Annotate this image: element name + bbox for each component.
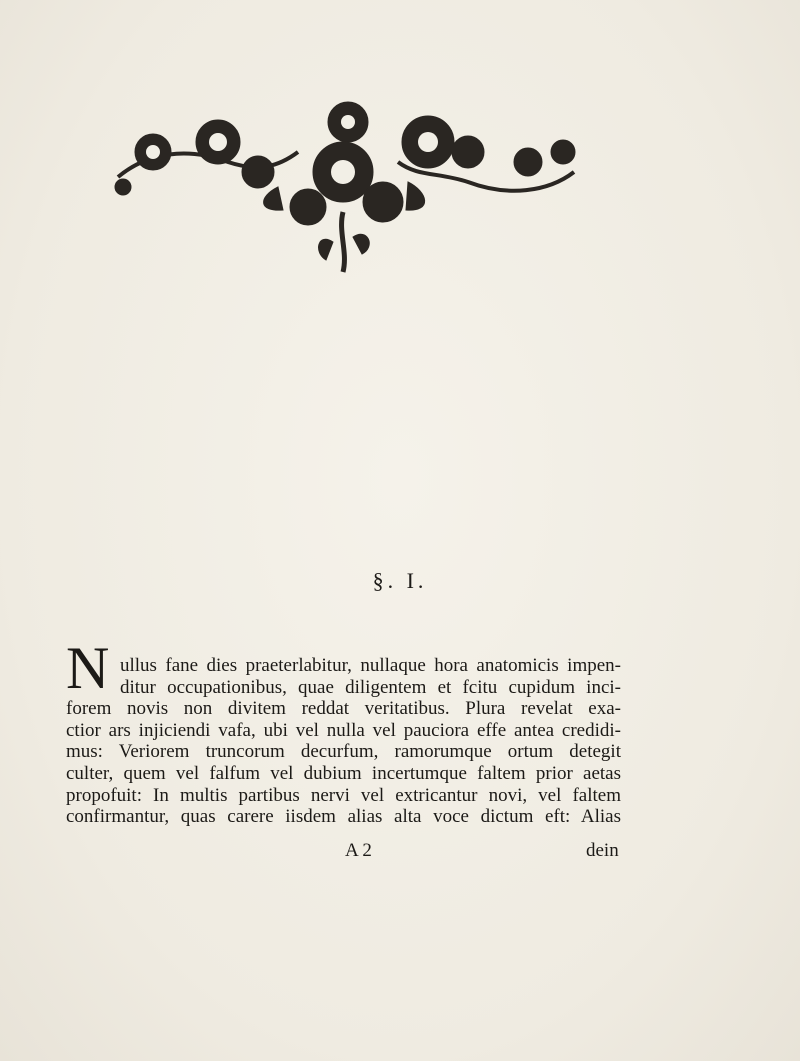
text-line: mus: Veriorem truncorum decurfum, ramorumque ortum detegit	[66, 741, 621, 763]
text-line: ullus fane dies praeterlabitur, nullaque hora anatomicis impen-	[120, 655, 621, 676]
drop-capital: N	[66, 635, 110, 701]
text-line: propofuit: In multis partibus nervi vel extricantur novi, vel faltem	[66, 784, 621, 806]
section-heading: §. I.	[372, 568, 428, 593]
signature-mark: A 2	[345, 840, 372, 861]
body-text	[66, 655, 621, 828]
text-line: ditur occupationibus, quae diligentem et fcitu cupidum inci-	[120, 676, 621, 698]
floral-ornament	[108, 92, 584, 282]
catchword: dein	[586, 840, 619, 861]
text-line: culter, quem vel falfum vel dubium incertumque faltem prior aetas	[66, 762, 621, 784]
text-line: confirmantur, quas carere iisdem alias alta voce dictum eft: Alias	[66, 806, 621, 828]
text-line: forem novis non divitem reddat veritatibus. Plura revelat exa-	[66, 698, 621, 720]
text-line: ctior ars injiciendi vafa, ubi vel nulla vel pauciora effe antea credidi-	[66, 719, 621, 741]
